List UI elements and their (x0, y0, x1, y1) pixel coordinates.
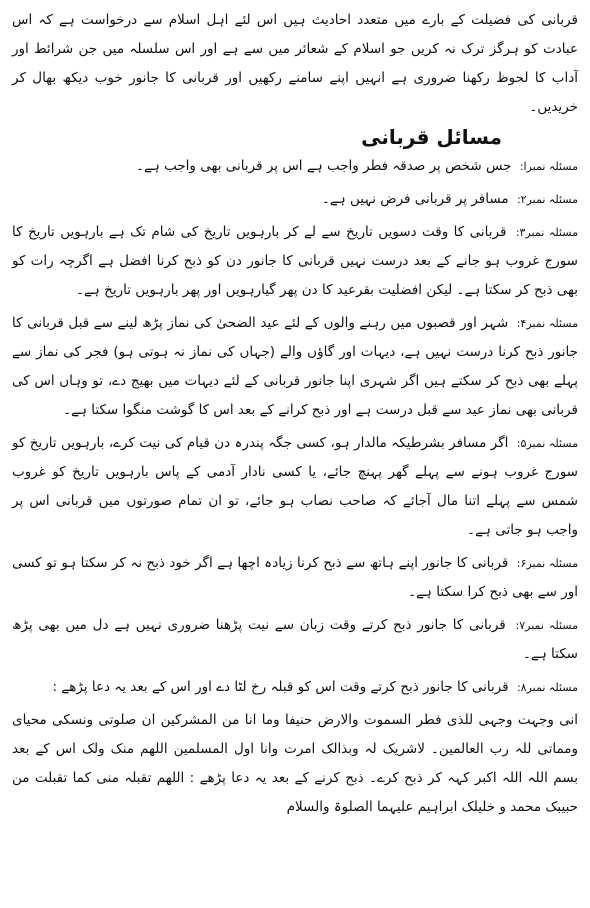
masala-text: قربانی کا وقت دسویں تاریخ سے لے کر بارہویں تاریخ کی شام تک ہے بارہویں تاریخ کا سورج غروب ہو جانے کے بعد درست نہیں قربانی کا جانور دن کو ذبح کرنا افضل ہے اگرچہ رات کو بھی ذبح کر سکتا ہے۔ لیکن افضلیت بقرعید کا دن پھر گیارہویں اور پھر بارہویں تاریخ ہے۔ (12, 224, 578, 298)
masala-text: قربانی کا جانور ذبح کرتے وقت اس کو قبلہ رخ لٹا دے اور اس کے بعد یہ دعا پڑھے : (52, 679, 509, 695)
intro-paragraph: قربانی کی فضیلت کے بارے میں متعدد احادیث ہیں اس لئے اہل اسلام سے درخواست ہے کہ اس عبادت کو ہرگز ترک نہ کریں جو اسلام کے شعائر میں سے ہے اور اس سلسلہ میں جن شرائط اور آداب کا لحوظ رکھنا ضروری ہے انہیں اپنے سامنے رکھیں اور قربانی کا جانور خوب دیکھ بھال کر خریدیں۔ (12, 12, 578, 115)
masala-label: مسئلہ نمبر۸: (516, 681, 578, 694)
masala-text: اگر مسافر بشرطیکہ مالدار ہو، کسی جگہ پندرہ دن قیام کی نیت کرے، بارہویں تاریخ کو سورج غروب ہونے سے پہلے گھر پہنچ جائے، یا کسی نادار آدمی کے پاس بارہویں تاریخ کو غروب شمس سے پہلے اتنا مال آجائے کہ صاحب نصاب ہو جائے، تو ان تمام صورتوں میں قربانی اس پر واجب ہو جاتی ہے۔ (12, 435, 578, 538)
masala-5 (12, 429, 578, 545)
masala-label: مسئلہ نمبر۶: (516, 557, 578, 570)
masala-text: جس شخص پر صدقہ فطر واجب ہے اس پر قربانی بھی واجب ہے۔ (136, 158, 512, 174)
masala-label: مسئلہ نمبرا: (519, 160, 578, 173)
masala-4 (12, 309, 578, 425)
prayer-block (12, 706, 578, 822)
masala-label: مسئلہ نمبر۲: (516, 193, 578, 206)
prayer-dua-2: اللھم تقبلہ منی کما تقبلت من حبیبک محمد و خلیلک ابراہیم علیہما الصلوۃ والسلام (12, 770, 578, 815)
masala-label: مسئلہ نمبر۷: (515, 619, 578, 632)
masala-label: مسئلہ نمبر۳: (515, 226, 579, 239)
masala-label: مسئلہ نمبر۴: (516, 317, 578, 330)
masala-text: مسافر پر قربانی فرض نہیں ہے۔ (321, 191, 509, 207)
masala-2 (12, 185, 578, 214)
masala-text: قربانی کا جانور اپنے ہاتھ سے ذبح کرنا زیادہ اچھا ہے اگر خود ذبح نہ کر سکتا ہو تو کسی اور سے بھی ذبح کرا سکتا ہے۔ (12, 555, 578, 600)
masala-text: شہر اور قصبوں میں رہنے والوں کے لئے عید الضحیٰ کی نماز پڑھ لینے سے قبل قربانی کا جانور ذبح کرنا درست نہیں ہے، دیہات اور گاؤں والے (جہاں کی نماز نہ ہوتی ہو) فجر کی نماز سے پہلے بھی ذبح کر سکتے ہیں اگر شہری اپنا جانور قربانی کے لئے دیہات میں بھیج دے، تو وہاں اس کی قربانی بھی نماز عید سے قبل درست ہے اور ذبح کرانے کے بعد اس کا گوشت منگوا سکتا ہے۔ (12, 315, 578, 418)
masala-6 (12, 549, 578, 607)
masala-text: قربانی کا جانور ذبح کرتے وقت زبان سے نیت پڑھنا ضروری نہیں ہے دل میں بھی پڑھ سکتا ہے۔ (12, 617, 578, 662)
masala-label: مسئلہ نمبر۵: (516, 437, 578, 450)
masala-7 (12, 611, 578, 669)
masala-3 (12, 218, 578, 305)
section-heading: مسائل قربانی (361, 125, 502, 149)
masala-8 (12, 673, 578, 702)
masala-1 (12, 152, 578, 181)
prayer-dua-1: انی وجہت وجہی للذی فطر السموت والارض حنیفا وما انا من المشرکین ان صلوتی ونسکی محیای ومماتی للہ رب العالمین۔ لاشریک لہ وبذالک امرت وانا اول المسلمین اللھم منک ولک (12, 712, 579, 757)
bismillah-note: اس کے بعد بسم اللہ اللہ اکبر کہہ کر ذبح کرے۔ ذبح کرنے کے بعد یہ دعا پڑھے : (12, 741, 578, 786)
